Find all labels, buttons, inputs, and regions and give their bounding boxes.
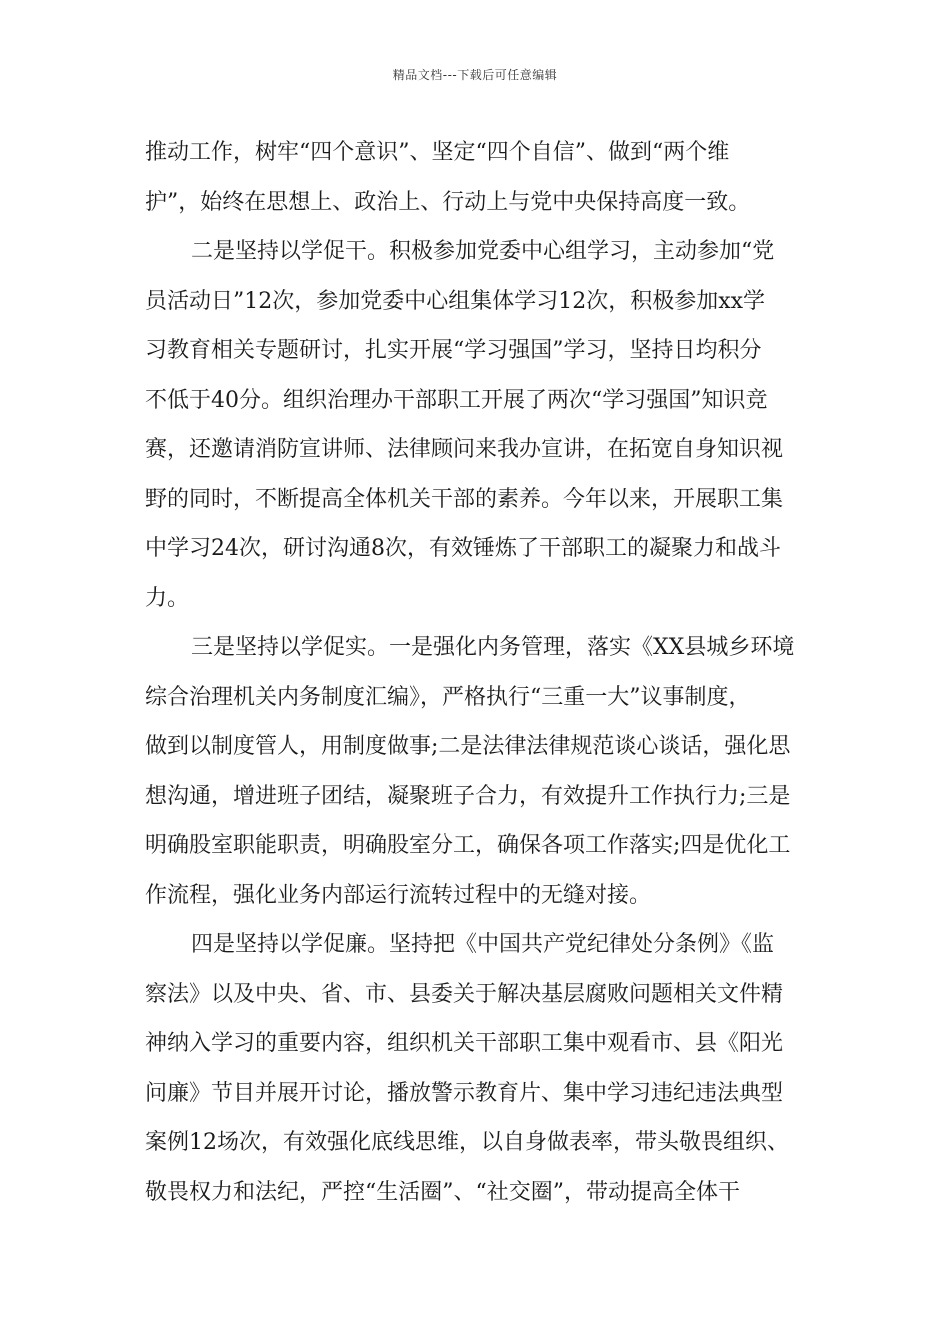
text-line: 三是坚持以学促实。一是强化内务管理，落实《XX县城乡环境 (191, 635, 795, 660)
text-line: 赛，还邀请消防宣讲师、法律顾问来我办宣讲，在拓宽自身知识视 (145, 437, 784, 462)
text-line: 案例12场次，有效强化底线思维，以自身做表率，带头敬畏组织、 (145, 1130, 789, 1155)
text-line: 想沟通，增进班子团结，凝聚班子合力，有效提升工作执行力;三是 (145, 783, 791, 809)
text-line: 察法》以及中央、省、市、县委关于解决基层腐败问题相关文件精 (145, 981, 784, 1007)
text-line: 习教育相关专题研讨，扎实开展“学习强国”学习，坚持日均积分 (145, 338, 762, 363)
text-line: 综合治理机关内务制度汇编》，严格执行“三重一大”议事制度， (145, 684, 751, 710)
text-line: 明确股室职能职责，明确股室分工，确保各项工作落实;四是优化工 (145, 833, 791, 858)
document-body (145, 128, 805, 1217)
text-line: 力。 (145, 585, 190, 611)
text-line: 敬畏权力和法纪，严控“生活圈”、“社交圈”，带动提高全体干 (145, 1179, 740, 1205)
text-line: 野的同时，不断提高全体机关干部的素养。今年以来，开展职工集 (145, 486, 784, 512)
text-line: 不低于40分。组织治理办干部职工开展了两次“学习强国”知识竞 (145, 387, 768, 413)
text-line: 员活动日”12次，参加党委中心组集体学习12次，积极参加xx学 (145, 288, 766, 314)
text-line: 问廉》节目并展开讨论，播放警示教育片、集中学习违纪违法典型 (145, 1080, 784, 1106)
text-line: 神纳入学习的重要内容，组织机关干部职工集中观看市、县《阳光 (145, 1031, 784, 1056)
text-line: 四是坚持以学促廉。坚持把《中国共产党纪律处分条例》《监 (191, 932, 775, 957)
page-header: 精品文档---下载后可任意编辑 (392, 68, 558, 82)
text-line: 推动工作，树牢“四个意识”、坚定“四个自信”、做到“两个维 (145, 140, 730, 165)
text-line: 护”，始终在思想上、政治上、行动上与党中央保持高度一致。 (145, 189, 751, 215)
text-line: 二是坚持以学促干。积极参加党委中心组学习，主动参加“党 (191, 239, 775, 264)
text-line: 中学习24次，研讨沟通8次，有效锤炼了干部职工的凝聚力和战斗 (145, 536, 781, 561)
text-line: 做到以制度管人，用制度做事;二是法律法律规范谈心谈话，强化思 (145, 734, 791, 759)
text-line: 作流程，强化业务内部运行流转过程中的无缝对接。 (145, 882, 652, 908)
